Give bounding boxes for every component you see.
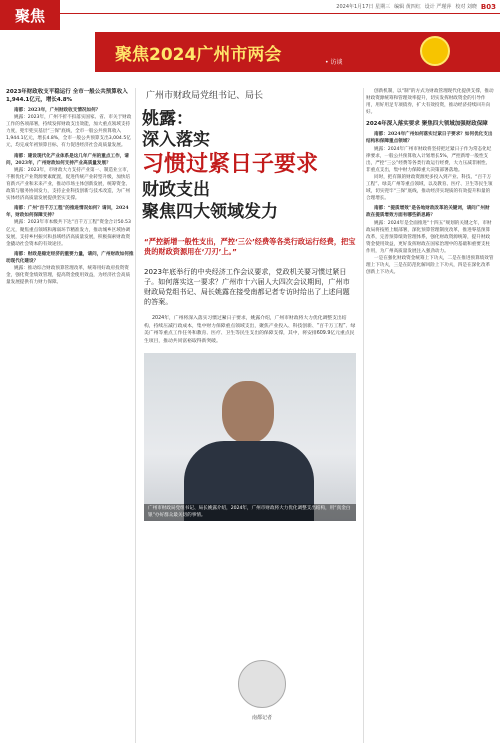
photo-caption: 广州市财政局党组书记、局长姚露介绍，2024年，广州市财政将大力优化调整支出结构，用“真金白银”办好群众最关切的事情。 bbox=[144, 504, 356, 522]
reporter-credit: 南都记者 bbox=[251, 715, 272, 721]
answer: 姚露：2024年是全面推进“十四五”规划的关键之年，市财政局将按照上级部署，深化预算管理制度改革，推进零基预算改革，完善预算绩效管理体系，强化财政资源统筹，提升财政资金使用效益，更好发挥财政在国家治理中的基础和重要支柱作用，为广州高质量发展注入强劲动力。 bbox=[366, 220, 492, 254]
question: 南都：2024年广州如何落实过紧日子要求？如何优化支出结构和保障重点领域？ bbox=[366, 132, 493, 145]
designer: 设计 严瑾萍 bbox=[424, 4, 452, 10]
question: 南都：建设现代化产业体系是这几年广州的重点工作，请问，2023年，广州财政如何支持产业高质量发展？ bbox=[6, 153, 129, 166]
banner-subtitle: • 访谈 bbox=[325, 59, 343, 66]
headline-line-3: 财政支出 bbox=[142, 180, 210, 200]
issue-date: 2024年1月17日 星期三 bbox=[336, 4, 391, 10]
page-number: B03 bbox=[480, 2, 496, 11]
answer: 同时，把有限的财政资源更多投入到产业、科技、“百千万工程”、绿美广州等重点领域，以及教育、医疗、卫生等民生领域，切实兜牢“三保”底线，推动经济实现质的有效提升和量的合理增长。 bbox=[366, 174, 493, 202]
pull-quote: “严控新增一般性支出，严控‘三公’经费等各类行政运行经费，把宝贵的财政资源用在‘刀刃’上。” bbox=[144, 237, 356, 256]
section-tag: 聚焦 bbox=[0, 0, 60, 30]
answer: 一是在强化财政资金统筹上下功夫，二是在推进预算绩效管理上下功夫，三是在防范化解风险上下功夫，四是在深化改革创新上下功夫。 bbox=[366, 255, 494, 276]
answer: 创新机制，以“制”的方式为财政管理现代化提供支撑，推动财政资源统筹和管理效率提升，切实发挥财政资金的引导作用，用好用足专项债券，扩大有效投资，推动经济持续回升向好。 bbox=[366, 89, 494, 116]
question: 南都：财政是稳定经济的重要力量，请问，广州财政如何推动现代化建设？ bbox=[6, 251, 134, 264]
headline-kicker: 广州市财政局党组书记、局长 bbox=[146, 91, 264, 101]
banner bbox=[95, 32, 500, 72]
interviewee-name: 姚露： bbox=[142, 109, 193, 129]
answer: 姚露：2023年，市财政大力支持产业第一、制造业立市，不断优化产业资源要素配置，促进传统产业转型升级，加快培育新兴产业和未来产业，推动市场主体创新发展，统筹资金、政策与服务协同发力，支持企业科技创新与技术改造，为广州实体经济高质量发展提供坚实支撑。 bbox=[6, 167, 132, 202]
question: 南都：广州“百千万工程”的推进情况如何？请问，2024年，财政如何保障支持？ bbox=[6, 206, 129, 219]
left-column bbox=[6, 88, 134, 748]
portrait-photo bbox=[144, 353, 356, 521]
national-emblem-icon bbox=[420, 36, 450, 66]
right-subheading: 2024年深入落实要求 聚焦四大领域加强财政保障 bbox=[366, 121, 488, 128]
editor: 编辑 黄四红 bbox=[394, 4, 421, 10]
question: 南都：2023年，广州财政收支情况如何？ bbox=[14, 108, 101, 113]
answer: 姚露：2023年市本级共下达“百千万工程”资金合计50.53亿元，聚焦重点领域和薄弱环节精准发力，推动城乡区域协调发展，支持乡村振兴和县域经济高质量发展，积极探索财政资金撬动社会资本的有效途径。 bbox=[6, 220, 131, 247]
column-divider bbox=[135, 88, 136, 743]
banner-title: 聚焦2024广州市两会 bbox=[115, 44, 282, 65]
body-paragraph: 2024年，广州将深入落实习惯过紧日子要求，姚露介绍，广州市财政将大力优化调整支出结构，持续压减行政成本，集中财力保障重点领域支出，聚焦产业投入、科技创新、“百千万工程”、绿美广州等重点工作任务和教育、医疗、卫生等民生支出的保障支撑，其中，将安排609.9亿元重点民生项目，推动共同富裕取得新突破。 bbox=[144, 316, 356, 344]
proofreader: 校对 刘晓 bbox=[455, 4, 477, 10]
answer: 姚露：2024年广州市财政将坚持把过紧日子作为常态化纪律要求，一般公共预算收入计划增长5%，严控新增一般性支出，严控“三公”经费等各类行政运行经费，大力压减非刚性、非重点支出，集中财力保障重大决策部署落地。 bbox=[366, 146, 492, 173]
right-column bbox=[366, 88, 494, 748]
photo-head bbox=[222, 381, 274, 443]
lead-paragraph: 2023年底举行的中央经济工作会议要求，党政机关要习惯过紧日子。如何落实这一要求？广州市十六届人大四次会议期间，广州市财政局党组书记、局长姚露在接受南都记者专访时给出了上述问题的答案。 bbox=[144, 267, 350, 306]
question: 南都：“提质增效”是各地财政改革的关键词，请问广州财政在提质增效方面有哪些新思路？ bbox=[366, 206, 490, 219]
answer: 姚露：推动综合财政预算管理改革，统筹用好政府投资资金，强化资金绩效管理，提高资金使用效益，为经济社会高质量发展提供有力财力保障。 bbox=[6, 265, 131, 286]
headline-line-4: 聚焦四大领域发力 bbox=[142, 202, 278, 222]
top-info-bar bbox=[0, 0, 500, 14]
column-divider bbox=[363, 88, 364, 743]
left-subheading: 2023年财政收支平稳运行 全市一般公共预算收入1,944.1亿元，增长4.8% bbox=[6, 89, 128, 103]
reporter-avatar bbox=[238, 660, 286, 708]
headline-line-1: 深入落实 bbox=[142, 130, 210, 150]
center-column bbox=[138, 88, 362, 748]
answer: 姚露：2023年，广州不折不扣落实国家、省、市关于财政工作的各项部署，持续发挥财政支出效能，加大重点领域支持力度，兜牢兜实基层“三保”底线，全市一般公共预算收入1,944.1亿元，增长4.8%，全市一般公共预算支出3,004.5亿元，均完成年初预算目标，有力促进经济社会高质量发展。 bbox=[6, 115, 132, 149]
headline-line-2: 习惯过紧日子要求 bbox=[142, 152, 319, 177]
